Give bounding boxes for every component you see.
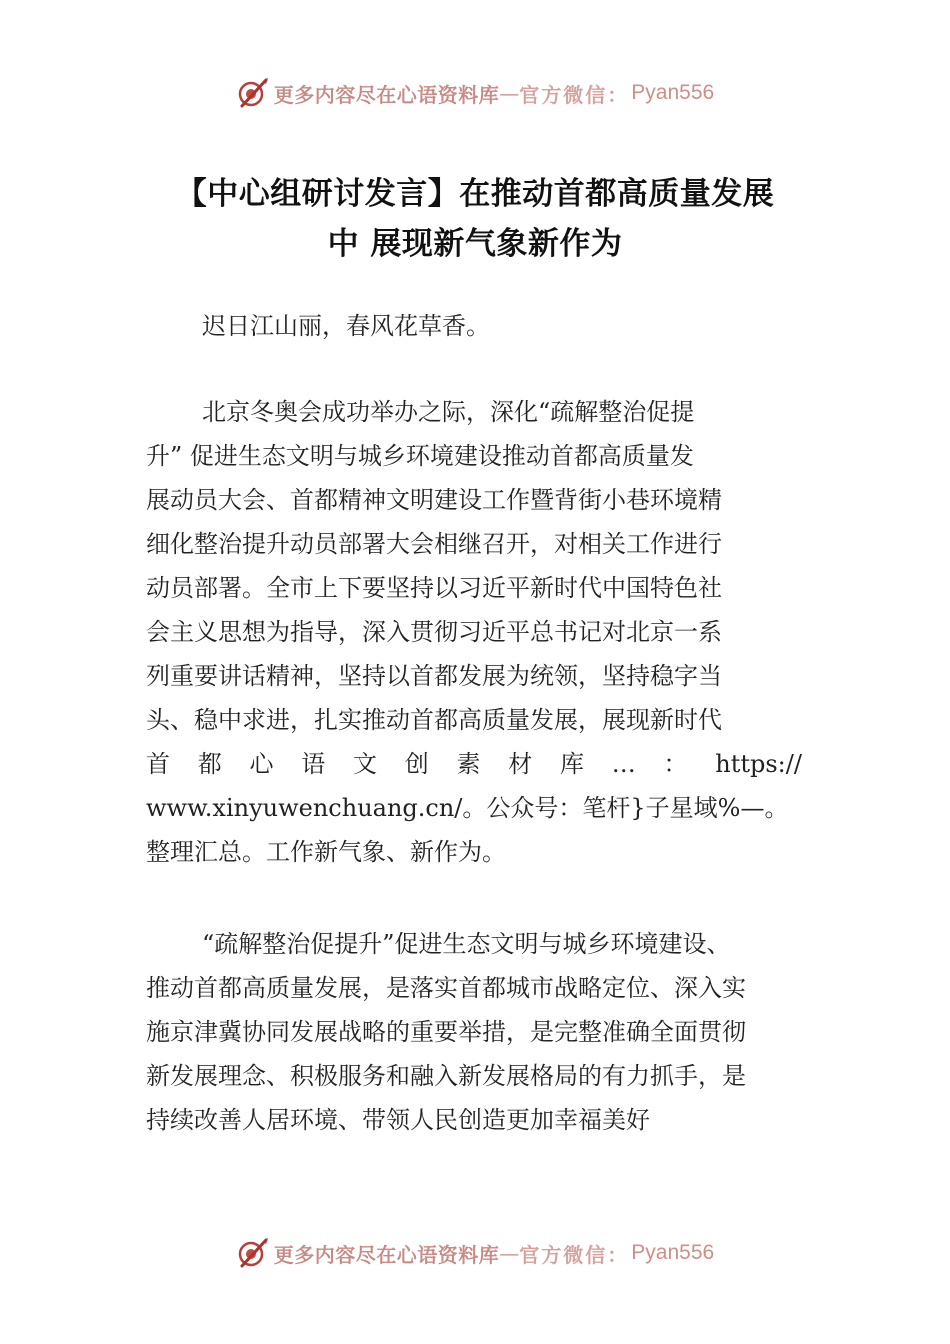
paragraph-line: 推动首都高质量发展，是落实首都城市战略定位、深入实 <box>146 974 746 1002</box>
paragraph-1 <box>146 304 826 348</box>
paragraph-line: 整理汇总。工作新气象、新作为。 <box>146 838 506 866</box>
justified-char: 创 <box>404 750 429 778</box>
justified-char: 库 <box>560 750 584 778</box>
justified-char: 文 <box>353 750 377 778</box>
justified-char: 心 <box>249 750 274 778</box>
pen-logo-icon <box>236 1236 270 1270</box>
pen-logo-icon <box>236 76 270 110</box>
header-watermark <box>0 73 950 113</box>
justified-char: 语 <box>301 750 326 778</box>
footer-watermark <box>0 1233 950 1273</box>
watermark-label: 官方微信： <box>519 82 630 107</box>
paragraph-2 <box>146 390 826 874</box>
paragraph-line: 迟日江山丽，春风花草香。 <box>202 312 490 340</box>
paragraph-line: 细化整治提升动员部署大会相继召开，对相关工作进行 <box>146 530 722 558</box>
paragraph-line: “疏解整治促提升”促进生态文明与城乡环境建设、 <box>202 930 731 958</box>
justified-char: 素 <box>456 750 481 778</box>
watermark-label: 官方微信： <box>519 1242 630 1267</box>
watermark-main-text: 更多内容尽在心语资料库 <box>273 1242 500 1267</box>
paragraph-line: 展动员大会、首都精神文明建设工作暨背街小巷环境精 <box>146 486 722 514</box>
paragraph-line: 施京津冀协同发展战略的重要举措，是完整准确全面贯彻 <box>146 1018 746 1046</box>
watermark-dash: — <box>499 81 520 105</box>
paragraph-line: 升” 促进生态文明与城乡环境建设推动首都高质量发 <box>146 442 694 470</box>
paragraph-line: 新发展理念、积极服务和融入新发展格局的有力抓手，是 <box>146 1062 746 1090</box>
paragraph-3 <box>146 922 826 1142</box>
paragraph-line: 持续改善人居环境、带领人民创造更加幸福美好 <box>146 1106 650 1134</box>
justified-char: … <box>611 750 636 778</box>
justified-url: https:// <box>715 750 802 778</box>
justified-char: ： <box>663 750 688 778</box>
paragraph-line: 动员部署。全市上下要坚持以习近平新时代中国特色社 <box>146 574 722 602</box>
justified-char: 首 <box>146 750 170 778</box>
justified-char: 都 <box>197 750 222 778</box>
justified-line <box>146 742 802 786</box>
paragraph-line: 北京冬奥会成功举办之际，深化“疏解整治促提 <box>202 398 695 426</box>
paragraph-line: 头、稳中求进，扎实推动首都高质量发展，展现新时代 <box>146 706 722 734</box>
watermark-wechat-id: Pyan556 <box>631 1241 715 1264</box>
paragraph-line: 会主义思想为指导，深入贯彻习近平总书记对北京一系 <box>146 618 722 646</box>
justified-char: 材 <box>508 750 533 778</box>
document-title-line-2: 中 展现新气象新作为 <box>327 226 623 262</box>
watermark-wechat-id: Pyan556 <box>631 81 715 104</box>
watermark-main-text: 更多内容尽在心语资料库 <box>273 82 500 107</box>
watermark-dash: — <box>499 1241 520 1265</box>
document-title-line-1: 【中心组研讨发言】在推动首都高质量发展 <box>175 176 775 212</box>
paragraph-line: www.xinyuwenchuang.cn/。公众号：笔杆}子星域%—。 <box>146 794 789 822</box>
paragraph-line: 列重要讲话精神，坚持以首都发展为统领，坚持稳字当 <box>146 662 722 690</box>
